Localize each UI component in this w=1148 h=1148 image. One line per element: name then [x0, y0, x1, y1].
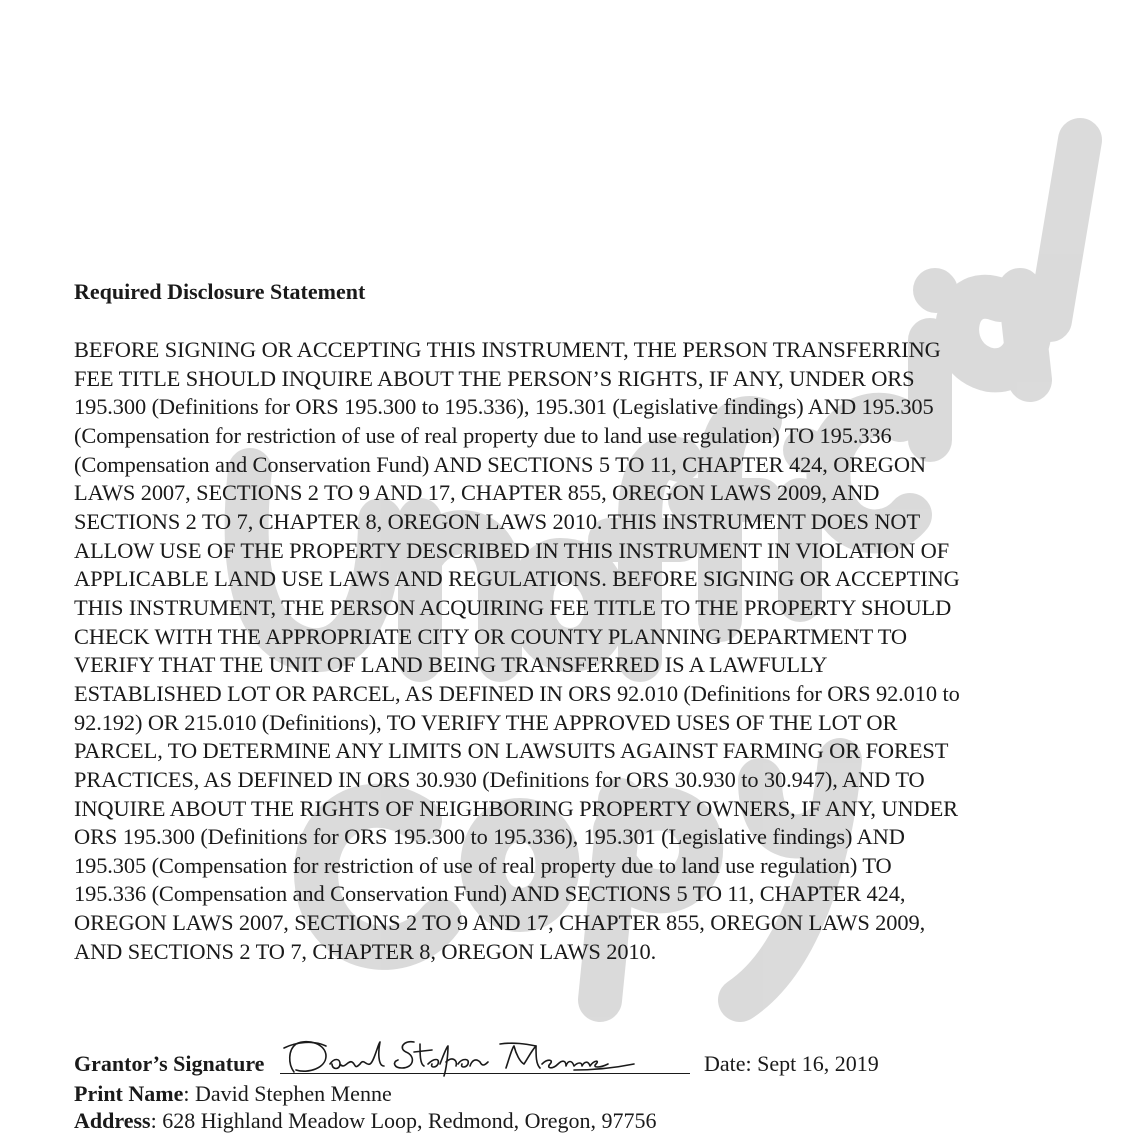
disclosure-line: INQUIRE ABOUT THE RIGHTS OF NEIGHBORING PROPERTY OWNERS, IF ANY, UNDER: [74, 795, 959, 821]
disclosure-line: (Compensation and Conservation Fund) AND SECTIONS 5 TO 11, CHAPTER 424, OREGON: [74, 451, 926, 477]
disclosure-line: 195.336 (Compensation and Conservation Fund) AND SECTIONS 5 TO 11, CHAPTER 424,: [74, 881, 906, 907]
disclosure-line: PRACTICES, AS DEFINED IN ORS 30.930 (Definitions for ORS 30.930 to 30.947), AND TO: [74, 766, 925, 792]
print-name-row: [74, 1080, 1074, 1107]
signature-date: Date: Sept 16, 2019: [704, 1051, 879, 1076]
disclosure-line: (Compensation for restriction of use of real property due to land use regulation) TO 195.336: [74, 422, 892, 448]
signature-label: Grantor’s Signature: [74, 1051, 265, 1076]
print-name-value: : David Stephen Menne: [183, 1081, 392, 1106]
disclosure-line: OREGON LAWS 2007, SECTIONS 2 TO 9 AND 17, CHAPTER 855, OREGON LAWS 2009,: [74, 910, 926, 936]
signature-block: [74, 1048, 1074, 1134]
address-label: Address: [74, 1108, 151, 1133]
handwritten-signature: [274, 1034, 674, 1080]
disclosure-line: AND SECTIONS 2 TO 7, CHAPTER 8, OREGON LAWS 2010.: [74, 938, 657, 964]
disclosure-statement-body: [74, 336, 1074, 966]
disclosure-line: 195.300 (Definitions for ORS 195.300 to 195.336), 195.301 (Legislative findings) AND 195.305: [74, 394, 934, 420]
disclosure-line: ALLOW USE OF THE PROPERTY DESCRIBED IN THIS INSTRUMENT IN VIOLATION OF: [74, 537, 950, 563]
disclosure-line: SECTIONS 2 TO 7, CHAPTER 8, OREGON LAWS 2010. THIS INSTRUMENT DOES NOT: [74, 508, 921, 534]
disclosure-line: FEE TITLE SHOULD INQUIRE ABOUT THE PERSON’S RIGHTS, IF ANY, UNDER ORS: [74, 365, 915, 391]
disclosure-line: PARCEL, TO DETERMINE ANY LIMITS ON LAWSUITS AGAINST FARMING OR FOREST: [74, 738, 949, 764]
address-value: : 628 Highland Meadow Loop, Redmond, Oregon, 97756: [150, 1108, 657, 1133]
disclosure-line: 92.192) OR 215.010 (Definitions), TO VERIFY THE APPROVED USES OF THE LOT OR: [74, 709, 898, 735]
print-name-label: Print Name: [74, 1081, 184, 1106]
disclosure-line: ESTABLISHED LOT OR PARCEL, AS DEFINED IN ORS 92.010 (Definitions for ORS 92.010 to: [74, 680, 960, 706]
disclosure-line: ORS 195.300 (Definitions for ORS 195.300 to 195.336), 195.301 (Legislative findings) AND: [74, 824, 905, 850]
signature-row: [74, 1048, 1074, 1080]
address-row: [74, 1107, 1074, 1134]
disclosure-line: CHECK WITH THE APPROPRIATE CITY OR COUNTY PLANNING DEPARTMENT TO: [74, 623, 907, 649]
disclosure-line: BEFORE SIGNING OR ACCEPTING THIS INSTRUMENT, THE PERSON TRANSFERRING: [74, 337, 941, 362]
disclosure-line: LAWS 2007, SECTIONS 2 TO 9 AND 17, CHAPTER 855, OREGON LAWS 2009, AND: [74, 480, 880, 506]
disclosure-line: 195.305 (Compensation for restriction of use of real property due to land use regulation) TO: [74, 852, 892, 878]
disclosure-line: APPLICABLE LAND USE LAWS AND REGULATIONS. BEFORE SIGNING OR ACCEPTING: [74, 566, 960, 592]
disclosure-line: THIS INSTRUMENT, THE PERSON ACQUIRING FEE TITLE TO THE PROPERTY SHOULD: [74, 594, 952, 620]
section-heading: Required Disclosure Statement: [74, 279, 366, 304]
disclosure-line: VERIFY THAT THE UNIT OF LAND BEING TRANSFERRED IS A LAWFULLY: [74, 652, 828, 678]
